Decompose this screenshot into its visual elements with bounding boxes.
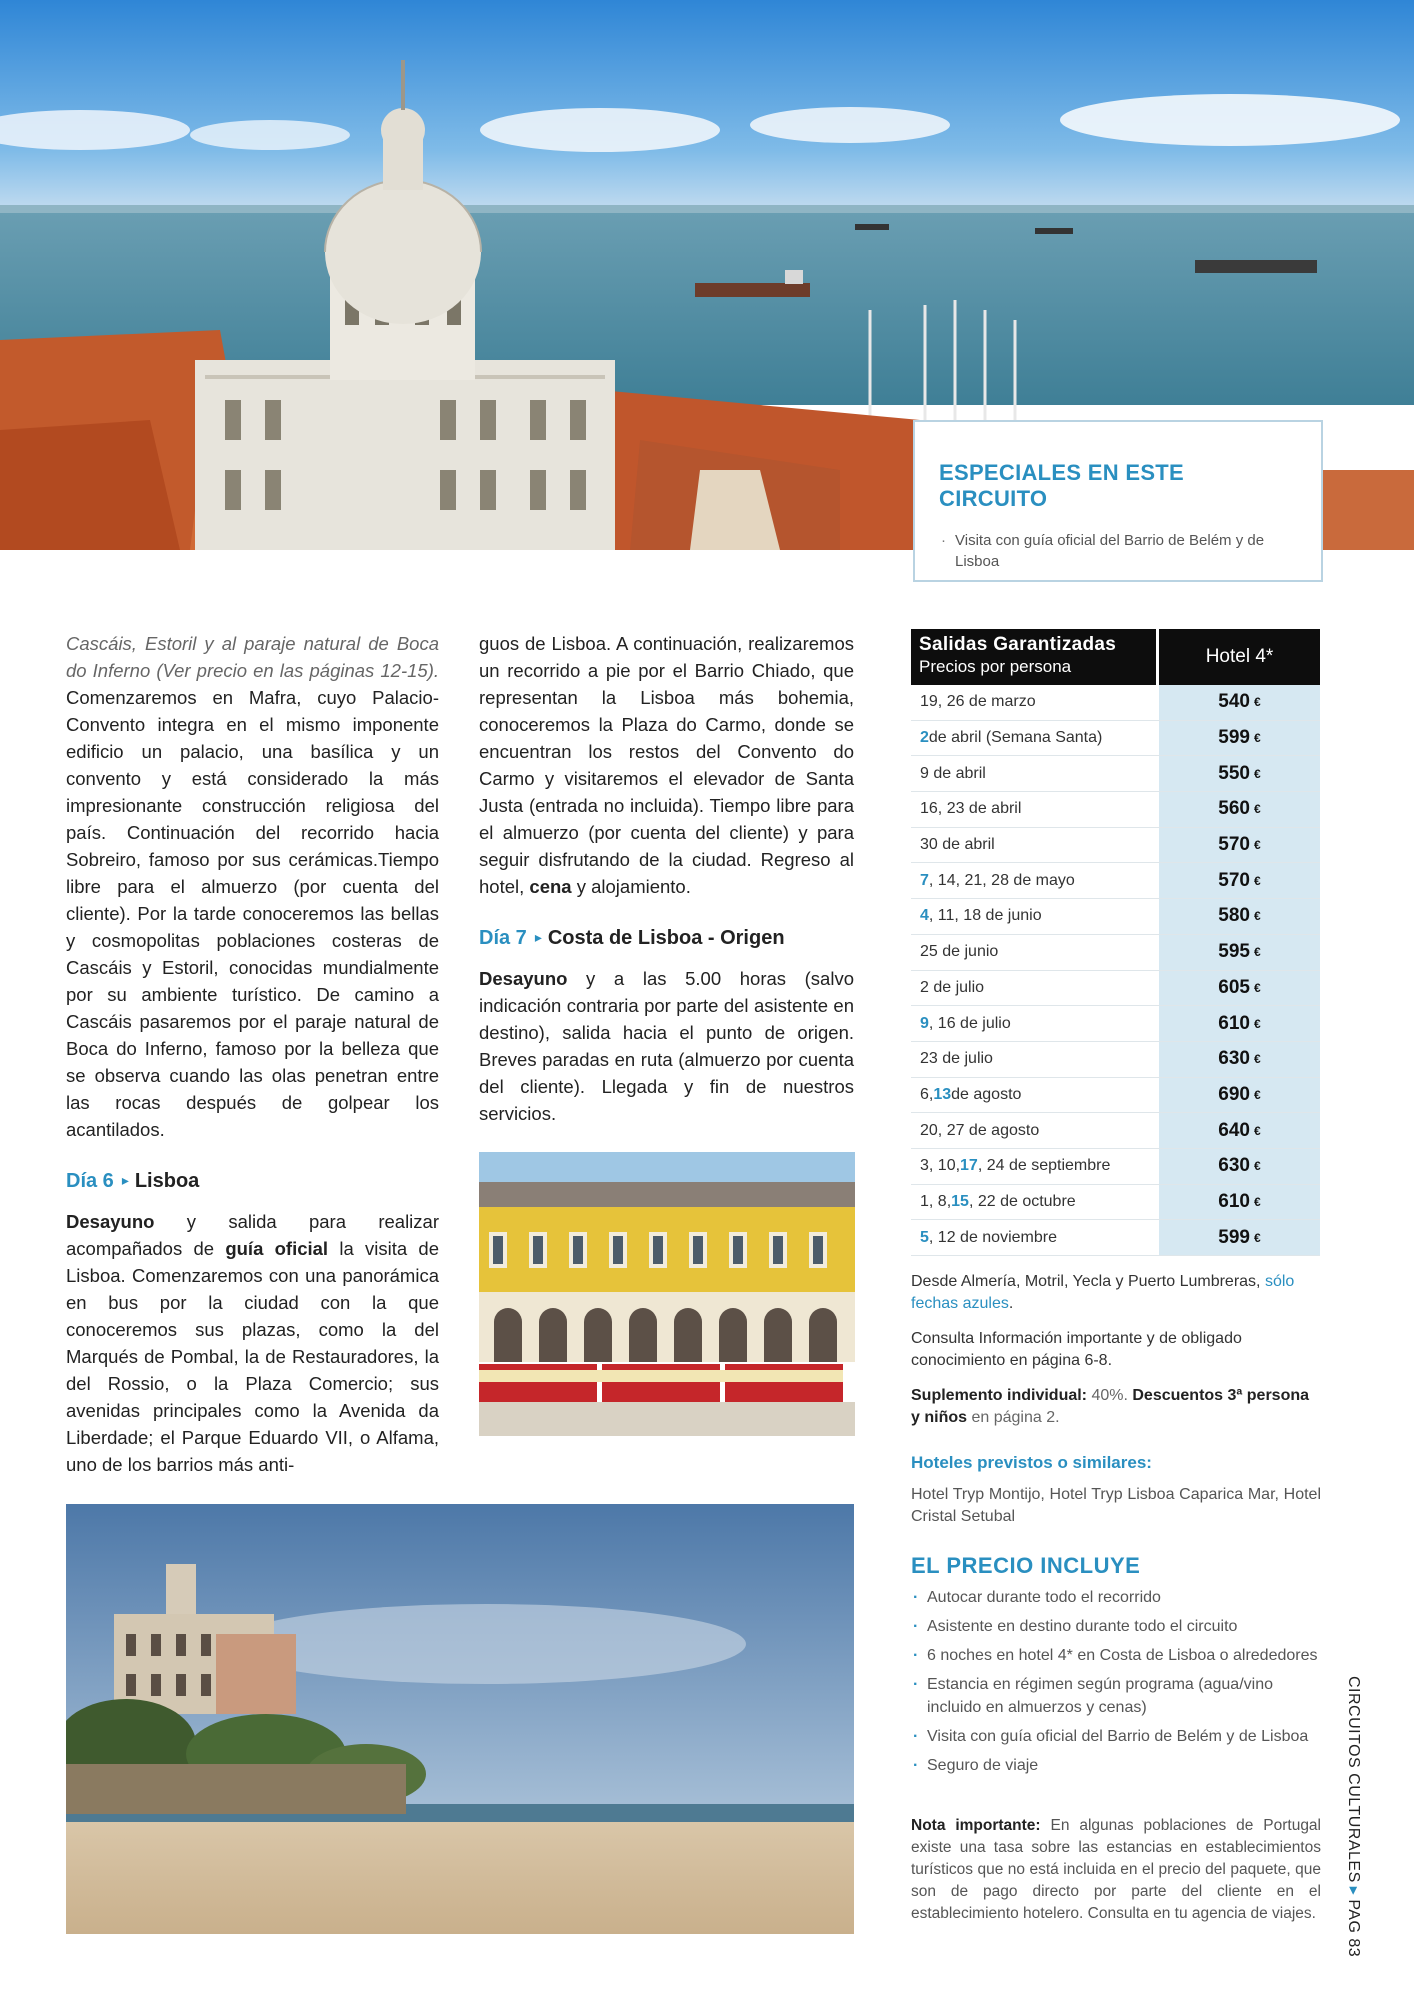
table-row xyxy=(911,1185,1320,1221)
price-cell xyxy=(1159,863,1320,898)
date-text: de agosto xyxy=(951,1085,1022,1103)
price-value: 540 xyxy=(1218,691,1250,713)
price-table-header xyxy=(911,629,1320,685)
price-table-hotel-column: Hotel 4* xyxy=(1159,629,1320,685)
date-highlight: 5 xyxy=(920,1228,929,1246)
supplement-value: 40%. xyxy=(1087,1387,1133,1404)
note-departures-end: . xyxy=(1008,1295,1014,1312)
date-highlight: 13 xyxy=(933,1085,952,1103)
price-table-rows xyxy=(911,685,1320,1256)
day6-text-2: la visita de Lisboa. Comenzaremos con una panorámica en bus por la ciudad con la que conoceremos sus plazas, como la del Marqués de Pombal, la de Restauradores, la del Rossio, o la Plaza Comercio; sus avenidas principales como la Avenida da Liberdade; el Parque Eduardo VII, o Alfama, uno de los barrios más anti- xyxy=(66,1238,439,1475)
list-item: · Seguro de viaje xyxy=(911,1754,1321,1777)
page-number: PAG 83 xyxy=(1345,1899,1362,1958)
date-text: 1, 8, xyxy=(920,1192,952,1210)
departure-date xyxy=(911,792,1159,827)
currency-symbol: € xyxy=(1254,1016,1261,1031)
table-row xyxy=(911,1220,1320,1256)
price-cell xyxy=(1159,1006,1320,1041)
price-table xyxy=(911,629,1320,1256)
price-value: 630 xyxy=(1218,1155,1250,1177)
price-cell xyxy=(1159,1078,1320,1113)
price-value: 630 xyxy=(1218,1048,1250,1070)
photo-praca-do-comercio xyxy=(479,1152,855,1436)
list-item: · Estancia en régimen según programa (agua/vino incluido en almuerzos y cenas) xyxy=(911,1673,1321,1719)
price-value: 570 xyxy=(1218,834,1250,856)
day6-text xyxy=(66,1208,439,1478)
date-text: 3, 10, xyxy=(920,1157,961,1175)
list-item: · 6 noches en hotel 4* en Costa de Lisboa o alrededores xyxy=(911,1644,1321,1667)
date-text: 19, 26 de marzo xyxy=(920,693,1036,711)
day6-heading xyxy=(66,1167,439,1194)
price-value: 580 xyxy=(1218,905,1250,927)
itinerary-column-1 xyxy=(66,630,439,1478)
price-value: 570 xyxy=(1218,869,1250,891)
table-row xyxy=(911,828,1320,864)
price-cell xyxy=(1159,1149,1320,1184)
price-includes-list xyxy=(911,1586,1321,1783)
list-item: · Asistente en destino durante todo el circuito xyxy=(911,1615,1321,1638)
currency-symbol: € xyxy=(1254,909,1261,924)
price-value: 640 xyxy=(1218,1119,1250,1141)
date-text: 25 de junio xyxy=(920,943,999,961)
price-value: 599 xyxy=(1218,1226,1250,1248)
day6-title: Lisboa xyxy=(134,1170,200,1192)
currency-symbol: € xyxy=(1254,1159,1261,1174)
price-includes-title: EL PRECIO INCLUYE xyxy=(911,1553,1141,1578)
table-row xyxy=(911,1042,1320,1078)
important-note-text: En algunas poblaciones de Portugal existe una tasa sobre las estancias en establecimientos turísticos que no está incluida en el precio del paquete, que son de pago directo por parte del cliente en el establecimiento hotelero. Consulta en tu agencia de viajes. xyxy=(911,1817,1321,1922)
day6-cont-text-2: y alojamiento. xyxy=(571,876,691,897)
currency-symbol: € xyxy=(1254,1230,1261,1245)
hotels-list: Hotel Tryp Montijo, Hotel Tryp Lisboa Caparica Mar, Hotel Cristal Setubal xyxy=(911,1486,1321,1525)
important-note xyxy=(911,1815,1321,1925)
table-row xyxy=(911,1078,1320,1114)
day7-heading xyxy=(479,924,854,951)
currency-symbol: € xyxy=(1254,695,1261,710)
price-cell xyxy=(1159,1185,1320,1220)
date-text: , 11, 18 de junio xyxy=(928,907,1042,925)
currency-symbol: € xyxy=(1254,1087,1261,1102)
price-cell xyxy=(1159,828,1320,863)
table-row xyxy=(911,863,1320,899)
price-cell xyxy=(1159,971,1320,1006)
currency-symbol: € xyxy=(1254,980,1261,995)
price-cell xyxy=(1159,792,1320,827)
date-text: , 16 de julio xyxy=(928,1014,1011,1032)
price-value: 595 xyxy=(1218,941,1250,963)
date-text: 20, 27 de agosto xyxy=(920,1121,1040,1139)
note-departures-text: Desde Almería, Motril, Yecla y Puerto Lumbreras, xyxy=(911,1273,1265,1290)
date-text: 2 de julio xyxy=(920,978,985,996)
departure-date xyxy=(911,899,1159,934)
caret-right-icon: ▸ xyxy=(534,929,542,945)
price-value: 599 xyxy=(1218,727,1250,749)
hotels-title: Hoteles previstos o similares: xyxy=(911,1453,1152,1472)
note-supplement xyxy=(911,1385,1321,1429)
table-row xyxy=(911,1006,1320,1042)
currency-symbol: € xyxy=(1254,1052,1261,1067)
price-value: 550 xyxy=(1218,762,1250,784)
table-row xyxy=(911,899,1320,935)
day6-bold-2: guía oficial xyxy=(225,1238,329,1259)
day7-text xyxy=(479,965,854,1127)
departure-date xyxy=(911,935,1159,970)
date-text: de abril (Semana Santa) xyxy=(928,729,1103,747)
price-value: 605 xyxy=(1218,976,1250,998)
day7-text-1: y a las 5.00 horas (salvo indicación contraria por parte del asistente en destino), salida hacia el punto de origen. Breves paradas en ruta (almuerzo por cuenta del cliente). Llegada y fin de nuestros servicios. xyxy=(479,968,854,1124)
day6-cont-bold: cena xyxy=(529,876,572,897)
price-cell xyxy=(1159,899,1320,934)
table-row xyxy=(911,971,1320,1007)
price-table-subtitle: Precios por persona xyxy=(919,657,1072,676)
date-text: , 12 de noviembre xyxy=(928,1228,1057,1246)
table-row xyxy=(911,1113,1320,1149)
date-highlight: 7 xyxy=(920,871,929,889)
date-text: 16, 23 de abril xyxy=(920,800,1022,818)
day7-number: Día 7 xyxy=(479,927,527,949)
table-row xyxy=(911,685,1320,721)
departure-date xyxy=(911,1220,1159,1255)
price-cell xyxy=(1159,935,1320,970)
departure-date xyxy=(911,1113,1159,1148)
note-info: Consulta Información importante y de obligado conocimiento en página 6-8. xyxy=(911,1330,1242,1369)
side-text xyxy=(1344,1676,1364,1957)
departure-date xyxy=(911,971,1159,1006)
list-item: · Autocar durante todo el recorrido xyxy=(911,1586,1321,1609)
day7-bold-1: Desayuno xyxy=(479,968,568,989)
price-cell xyxy=(1159,1220,1320,1255)
photo-cascais-beach xyxy=(66,1504,854,1934)
price-value: 610 xyxy=(1218,1012,1250,1034)
price-table-title: Salidas Garantizadas xyxy=(919,634,1117,655)
day6-continuation xyxy=(479,630,854,900)
currency-symbol: € xyxy=(1254,945,1261,960)
price-cell xyxy=(1159,721,1320,756)
list-item: · Visita con guía oficial del Barrio de Belém y de Lisboa xyxy=(911,1725,1321,1748)
discount-value: en página 2. xyxy=(967,1409,1060,1426)
departure-date xyxy=(911,721,1159,756)
note-departures xyxy=(911,1271,1321,1315)
itinerary-column-2 xyxy=(479,630,854,1127)
date-highlight: 9 xyxy=(920,1014,929,1032)
date-text: 9 de abril xyxy=(920,764,986,782)
currency-symbol: € xyxy=(1254,873,1261,888)
date-text: 30 de abril xyxy=(920,836,995,854)
discount-label: Descuentos 3ª persona y niños xyxy=(911,1387,1310,1426)
table-row xyxy=(911,756,1320,792)
note-departures-highlight: sólo fechas azules xyxy=(911,1273,1295,1312)
side-section-label xyxy=(1341,1676,1367,1958)
intro-text: Comenzaremos en Mafra, cuyo Palacio-Convento integra en el mismo imponente edificio un palacio, una basílica y un convento y está considerado la más impresionante construcción religiosa del país. Continuación del recorrido hacia Sobreiro, famoso por sus cerámicas.Tiempo libre para el almuerzo (por cuenta del cliente). Por la tarde conoceremos las bellas y cosmopolitas poblaciones costeras de Cascáis y Estoril, conocidas mundialmente por su ambiente turístico. De camino a Cascáis pasaremos por el paraje natural de Boca do Inferno, famoso por la belleza que se observa cuando las olas penetran entre las rocas después de golpear los acantilados. xyxy=(66,687,439,1140)
departure-date xyxy=(911,1149,1159,1184)
date-highlight: 15 xyxy=(951,1192,969,1210)
date-highlight: 17 xyxy=(960,1157,978,1175)
day6-cont-text-1: guos de Lisboa. A continuación, realizaremos un recorrido a pie por el Barrio Chiado, que representan la Lisboa más bohemia, conoceremos la Plaza do Carmo, donde se encuentran los restos del Convento do Carmo y visitaremos el elevador de Santa Justa (entrada no incluida). Tiempo libre para el almuerzo (por cuenta del cliente) y para seguir disfrutando de la ciudad. Regreso al hotel, xyxy=(479,633,854,897)
specials-title: ESPECIALES EN ESTE CIRCUITO xyxy=(939,460,1185,511)
specials-item: · Visita con guía oficial del Barrio de Belém y de Lisboa xyxy=(939,530,1297,572)
important-note-label: Nota importante: xyxy=(911,1817,1041,1834)
table-row xyxy=(911,721,1320,757)
specials-list xyxy=(939,530,1297,572)
date-text: , 22 de octubre xyxy=(968,1192,1076,1210)
price-cell xyxy=(1159,1042,1320,1077)
price-value: 610 xyxy=(1218,1190,1250,1212)
table-row xyxy=(911,792,1320,828)
date-highlight: 4 xyxy=(920,907,929,925)
day6-bold-1: Desayuno xyxy=(66,1211,155,1232)
departure-date xyxy=(911,756,1159,791)
price-cell xyxy=(1159,685,1320,720)
currency-symbol: € xyxy=(1254,731,1261,746)
departure-date xyxy=(911,685,1159,720)
date-text: , 24 de septiembre xyxy=(977,1157,1111,1175)
price-table-header-left xyxy=(911,629,1159,685)
price-cell xyxy=(1159,756,1320,791)
departure-date xyxy=(911,1006,1159,1041)
date-highlight: 2 xyxy=(920,729,929,747)
departure-date xyxy=(911,1042,1159,1077)
day6-number: Día 6 xyxy=(66,1170,114,1192)
currency-symbol: € xyxy=(1254,838,1261,853)
supplement-label: Suplemento individual: xyxy=(911,1387,1088,1404)
date-text: 6, xyxy=(920,1085,934,1103)
price-value: 690 xyxy=(1218,1083,1250,1105)
price-cell xyxy=(1159,1113,1320,1148)
departure-date xyxy=(911,828,1159,863)
intro-italic-text: Cascáis, Estoril y al paraje natural de Boca do Inferno (Ver precio en las páginas 12-15). xyxy=(66,633,439,681)
date-text: 23 de julio xyxy=(920,1050,993,1068)
date-text: , 14, 21, 28 de mayo xyxy=(928,871,1075,889)
table-row xyxy=(911,935,1320,971)
departure-date xyxy=(911,863,1159,898)
day6-text-1: y salida para realizar acompañados de xyxy=(66,1211,439,1259)
currency-symbol: € xyxy=(1254,1123,1261,1138)
departure-date xyxy=(911,1078,1159,1113)
currency-symbol: € xyxy=(1254,802,1261,817)
section-name: CIRCUITOS CULTURALES xyxy=(1345,1676,1362,1883)
day5-continuation xyxy=(66,630,439,1143)
specials-box xyxy=(913,420,1323,582)
day7-title: Costa de Lisboa - Origen xyxy=(547,927,785,949)
departure-date xyxy=(911,1185,1159,1220)
currency-symbol: € xyxy=(1254,766,1261,781)
currency-symbol: € xyxy=(1254,1194,1261,1209)
caret-right-icon: ▸ xyxy=(121,1172,129,1188)
price-value: 560 xyxy=(1218,798,1250,820)
table-row xyxy=(911,1149,1320,1185)
caret-right-icon: ▸ xyxy=(1345,1886,1362,1896)
